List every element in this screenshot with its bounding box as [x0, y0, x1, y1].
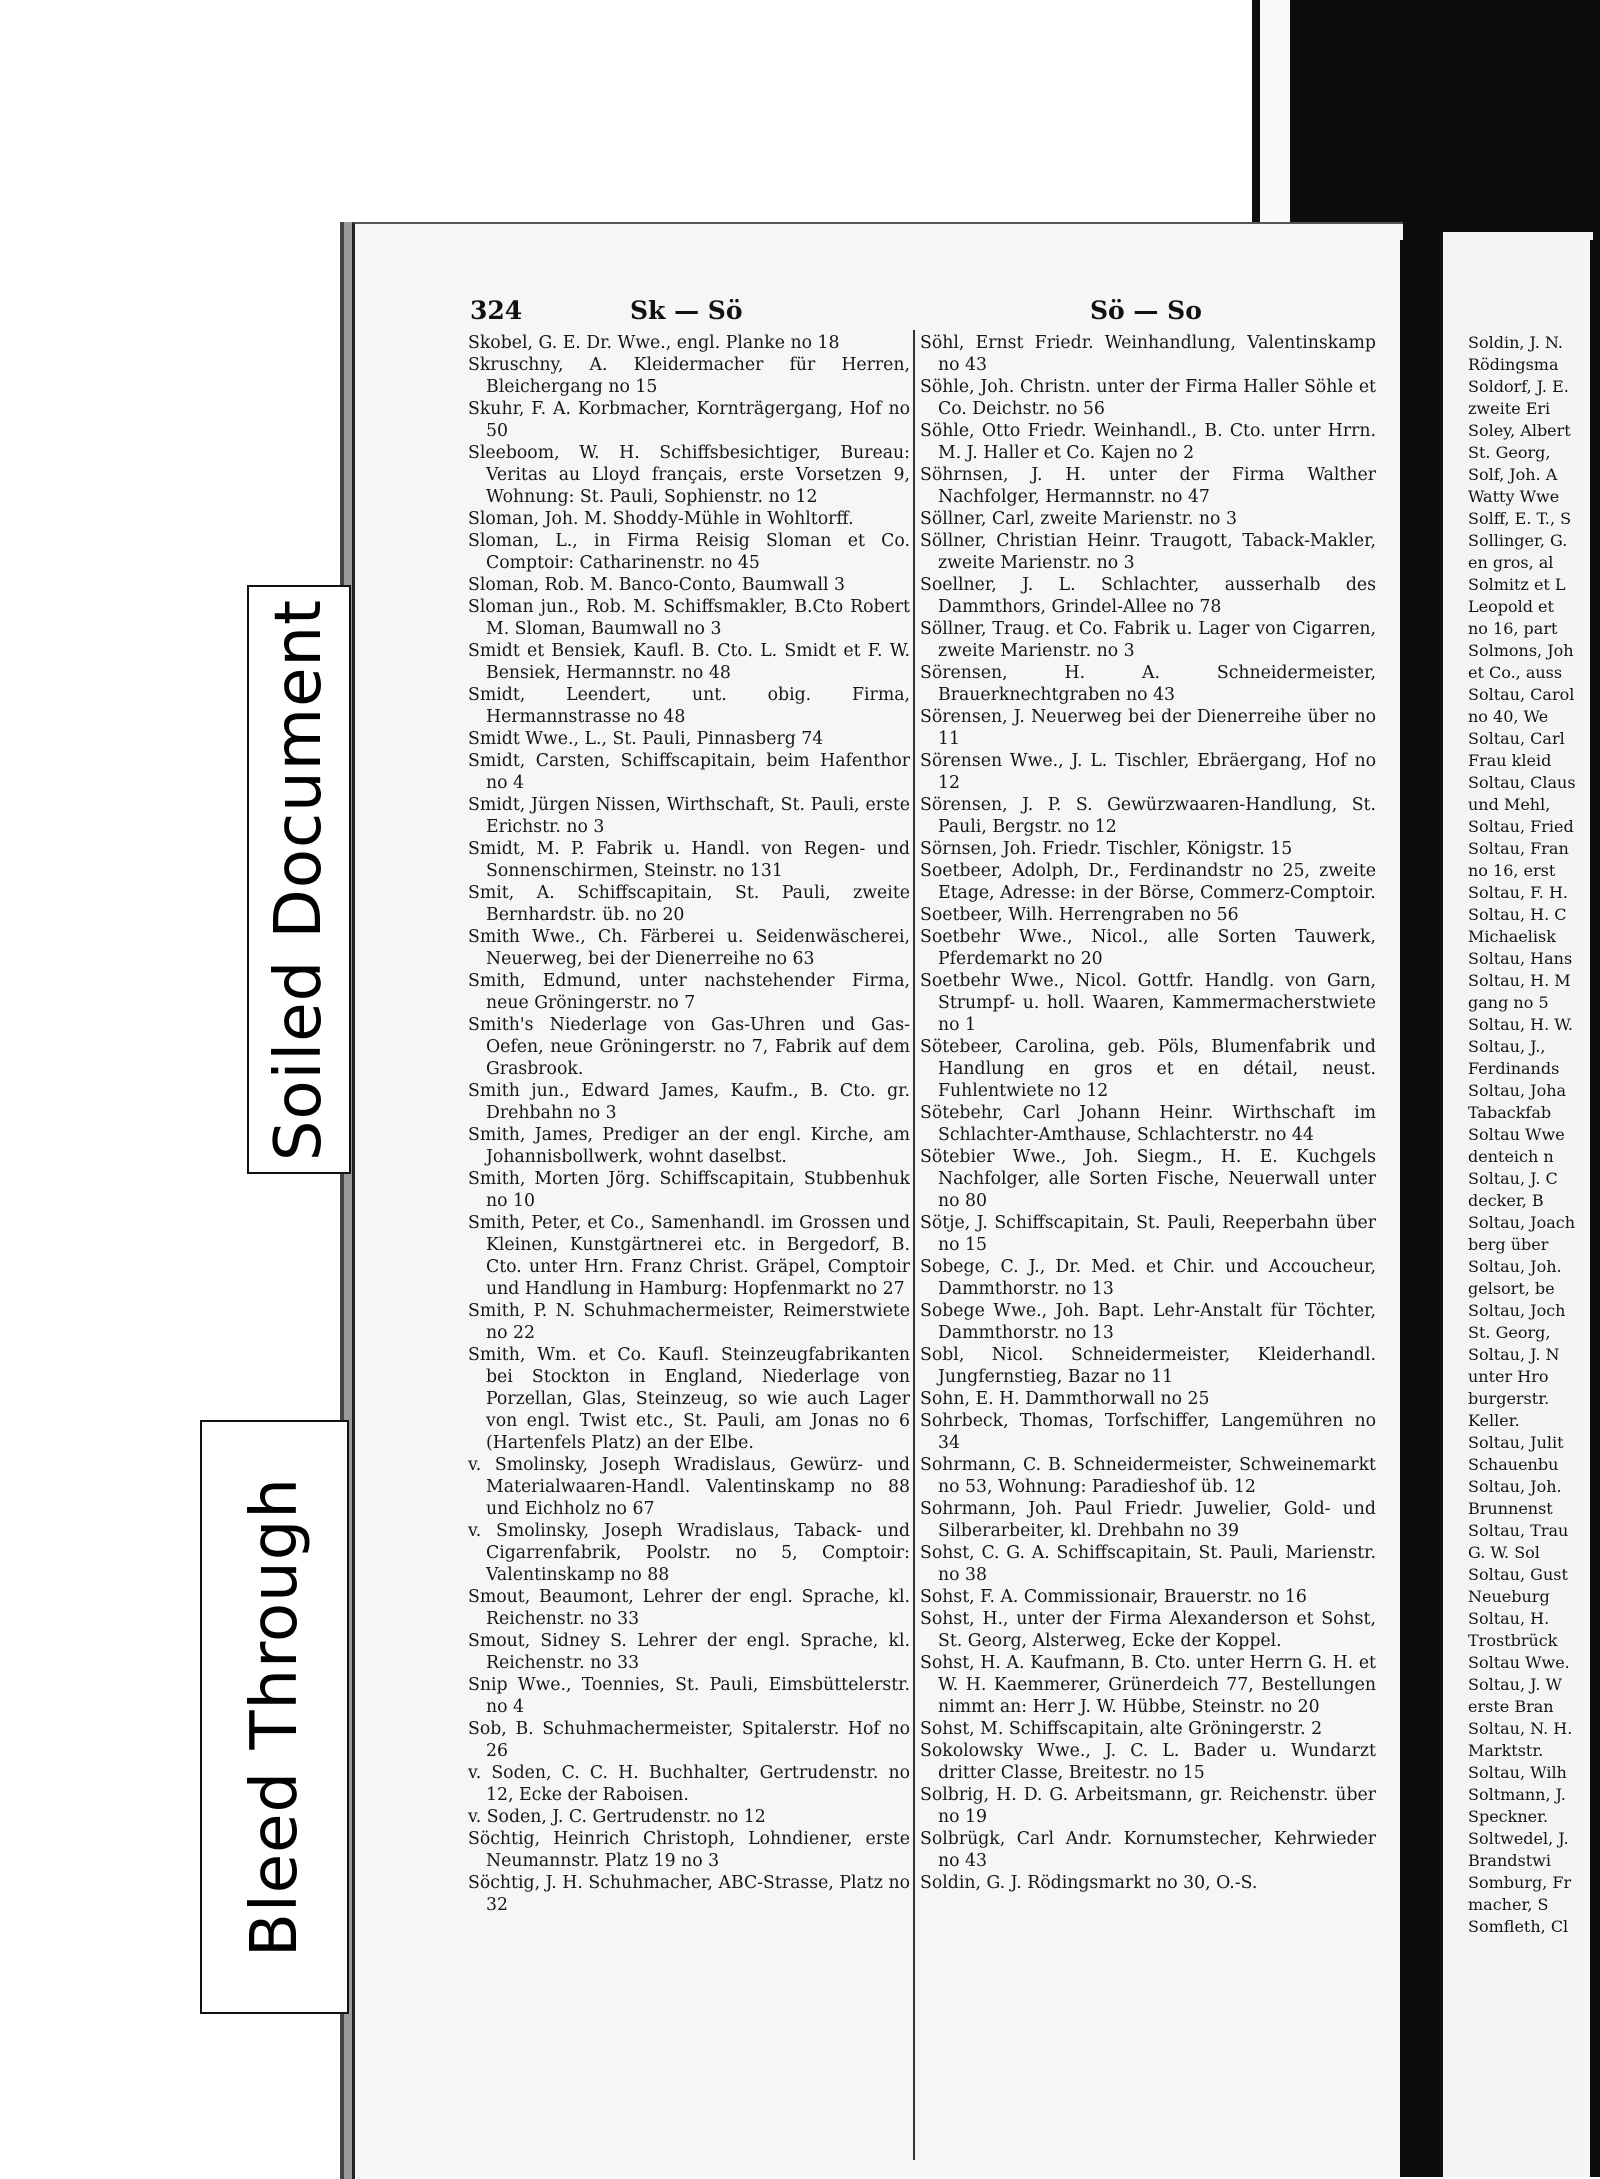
directory-entry: Sloman, Joh. M. Shoddy-Mühle in Wohltorff. [468, 509, 854, 529]
directory-entry: erste Bran [1468, 1697, 1554, 1716]
directory-entry: burgerstr. [1468, 1389, 1550, 1408]
directory-entry: Soltau, H. C [1468, 905, 1567, 924]
directory-entry: Soltau, Wilh [1468, 1763, 1567, 1782]
directory-entry: v. Smolinsky, Joseph Wradislaus, Taback- und Cigarrenfabrik, Poolstr. no 5, Comptoir: Valentinskamp no 88 [468, 1521, 910, 1585]
bleed-stamp-label: Bleed Through [237, 1477, 312, 1957]
directory-column-right [920, 332, 1376, 2162]
directory-entry: Sobege, C. J., Dr. Med. et Chir. und Accoucheur, Dammthorstr. no 13 [920, 1257, 1376, 1299]
directory-entry: Sohn, E. H. Dammthorwall no 25 [920, 1389, 1210, 1409]
directory-entry: St. Georg, [1468, 1323, 1551, 1342]
directory-entry: Smidt Wwe., L., St. Pauli, Pinnasberg 74 [468, 729, 824, 749]
directory-entry: Leopold et [1468, 597, 1554, 616]
directory-entry: Smith, Wm. et Co. Kaufl. Steinzeugfabrikanten bei Stockton in England, Niederlage von Porzellan, Glas, Steinzeug, so wie auch Lager von engl. Twist etc., St. Pauli, am Jonas no 6 (Hartenfels Platz) an der Elbe. [468, 1345, 910, 1453]
directory-entry: Soetbeer, Wilh. Herrengraben no 56 [920, 905, 1239, 925]
directory-entry: Sohst, H., unter der Firma Alexanderson et Sohst, St. Georg, Alsterweg, Ecke der Koppel. [920, 1609, 1376, 1651]
directory-entry: Smidt, M. P. Fabrik u. Handl. von Regen- und Sonnenschirmen, Steinstr. no 131 [468, 839, 910, 881]
directory-entry: Sötebier Wwe., Joh. Siegm., H. E. Kuchgels Nachfolger, alle Sorten Fische, Neuerwall unter no 80 [920, 1147, 1376, 1211]
directory-entry: Söhrnsen, J. H. unter der Firma Walther Nachfolger, Hermannstr. no 47 [920, 465, 1376, 507]
directory-entry: Söhl, Ernst Friedr. Weinhandlung, Valentinskamp no 43 [920, 333, 1376, 375]
directory-entry: Soltau, Carl [1468, 729, 1565, 748]
directory-entry: Smith, Edmund, unter nachstehender Firma, neue Gröningerstr. no 7 [468, 971, 910, 1013]
directory-entry: Somfleth, Cl [1468, 1917, 1569, 1936]
directory-entry: Soley, Albert [1468, 421, 1571, 440]
directory-entry: Soltau, Joha [1468, 1081, 1567, 1100]
directory-entry: Snip Wwe., Toennies, St. Pauli, Eimsbüttelerstr. no 4 [468, 1675, 910, 1717]
directory-entry: Sörnsen, Joh. Friedr. Tischler, Königstr. 15 [920, 839, 1293, 859]
directory-entry: Smit, A. Schiffscapitain, St. Pauli, zweite Bernhardstr. üb. no 20 [468, 883, 910, 925]
directory-entry: Smith, James, Prediger an der engl. Kirche, am Johannisbollwerk, wohnt daselbst. [468, 1125, 910, 1167]
directory-entry: Sohst, F. A. Commissionair, Brauerstr. no 16 [920, 1587, 1307, 1607]
directory-entry: Soltau, Fried [1468, 817, 1574, 836]
directory-entry: Soltau, N. H. [1468, 1719, 1573, 1738]
directory-entry: Soltau, Joh. [1468, 1477, 1562, 1496]
directory-entry: Sokolowsky Wwe., J. C. L. Bader u. Wundarzt dritter Classe, Breitestr. no 15 [920, 1741, 1376, 1783]
running-head-right: Sö — So [1090, 296, 1202, 325]
directory-entry: Soltau, Gust [1468, 1565, 1568, 1584]
directory-entry: Soltau, J., [1468, 1037, 1546, 1056]
directory-entry: Soltau Wwe. [1468, 1653, 1570, 1672]
directory-entry: Sohst, H. A. Kaufmann, B. Cto. unter Herrn G. H. et W. H. Kaemmerer, Grünerdeich 77, Bestellungen nimmt an: Herr J. W. Hübbe, Steinstr. no 20 [920, 1653, 1376, 1717]
directory-entry: Ferdinands [1468, 1059, 1560, 1078]
directory-entry: Söllner, Carl, zweite Marienstr. no 3 [920, 509, 1237, 529]
directory-entry: Sloman jun., Rob. M. Schiffsmakler, B.Cto Robert M. Sloman, Baumwall no 3 [468, 597, 910, 639]
scanner-border-top [1252, 0, 1600, 240]
directory-entry: Frau kleid [1468, 751, 1552, 770]
directory-entry: berg über [1468, 1235, 1549, 1254]
directory-entry: Soltau, Joach [1468, 1213, 1576, 1232]
book-gutter [1400, 240, 1440, 2177]
directory-entry: v. Soden, C. C. H. Buchhalter, Gertrudenstr. no 12, Ecke der Raboisen. [468, 1763, 910, 1805]
directory-entry: Solbrig, H. D. G. Arbeitsmann, gr. Reichenstr. über no 19 [920, 1785, 1376, 1827]
directory-entry: Skuhr, F. A. Korbmacher, Kornträgergang, Hof no 50 [468, 399, 910, 441]
directory-entry: Brandstwi [1468, 1851, 1551, 1870]
directory-entry: Watty Wwe [1468, 487, 1560, 506]
directory-entry: Sloman, L., in Firma Reisig Sloman et Co. Comptoir: Catharinenstr. no 45 [468, 531, 910, 573]
directory-entry: Smout, Beaumont, Lehrer der engl. Sprache, kl. Reichenstr. no 33 [468, 1587, 910, 1629]
directory-entry: Soltau, Julit [1468, 1433, 1564, 1452]
directory-entry: Soltau, H. [1468, 1609, 1550, 1628]
directory-entry: Brunnenst [1468, 1499, 1553, 1518]
directory-entry: Smith, P. N. Schuhmachermeister, Reimerstwiete no 22 [468, 1301, 910, 1343]
directory-entry: Keller. [1468, 1411, 1520, 1430]
directory-entry: Soltmann, J. [1468, 1785, 1566, 1804]
directory-entry: Speckner. [1468, 1807, 1549, 1826]
directory-entry: Marktstr. [1468, 1741, 1544, 1760]
directory-entry: Söchtig, Heinrich Christoph, Lohndiener, erste Neumannstr. Platz 19 no 3 [468, 1829, 910, 1871]
directory-entry: Sollinger, G. [1468, 531, 1568, 550]
directory-entry: Solbrügk, Carl Andr. Kornumstecher, Kehrwieder no 43 [920, 1829, 1376, 1871]
directory-entry: Solf, Joh. A [1468, 465, 1558, 484]
directory-entry: zweite Eri [1468, 399, 1551, 418]
directory-entry: v. Soden, J. C. Gertrudenstr. no 12 [468, 1807, 766, 1827]
directory-entry: Söllner, Traug. et Co. Fabrik u. Lager von Cigarren, zweite Marienstr. no 3 [920, 619, 1376, 661]
directory-entry: Soltau, H. M [1468, 971, 1571, 990]
directory-entry: Solff, E. T., S [1468, 509, 1572, 528]
directory-entry: Sörensen, J. Neuerweg bei der Dienerreihe über no 11 [920, 707, 1376, 749]
directory-entry: Sohst, M. Schiffscapitain, alte Gröningerstr. 2 [920, 1719, 1323, 1739]
directory-entry: decker, B [1468, 1191, 1544, 1210]
directory-entry: Skobel, G. E. Dr. Wwe., engl. Planke no 18 [468, 333, 840, 353]
directory-entry: Soetbehr Wwe., Nicol., alle Sorten Tauwerk, Pferdemarkt no 20 [920, 927, 1376, 969]
directory-entry: Solmitz et L [1468, 575, 1566, 594]
directory-entry: Soetbeer, Adolph, Dr., Ferdinandstr no 25, zweite Etage, Adresse: in der Börse, Commerz-Comptoir. [920, 861, 1376, 903]
column-divider [913, 330, 915, 2160]
directory-entry: Smith jun., Edward James, Kaufm., B. Cto. gr. Drehbahn no 3 [468, 1081, 910, 1123]
directory-entry: Soltau Wwe [1468, 1125, 1565, 1144]
directory-entry: Smith, Morten Jörg. Schiffscapitain, Stubbenhuk no 10 [468, 1169, 910, 1211]
directory-entry: gang no 5 [1468, 993, 1549, 1012]
directory-entry: Sörensen, H. A. Schneidermeister, Brauerknechtgraben no 43 [920, 663, 1376, 705]
soiled-document-stamp [247, 585, 351, 1174]
directory-entry: Tabackfab [1468, 1103, 1552, 1122]
directory-entry: Soltau, Joch [1468, 1301, 1566, 1320]
directory-entry: no 16, part [1468, 619, 1558, 638]
directory-entry: Sleeboom, W. H. Schiffsbesichtiger, Bureau: Veritas au Lloyd français, erste Vorsetzen 9, Wohnung: St. Pauli, Sophienstr. no 12 [468, 443, 910, 507]
directory-entry: Soltau, J. C [1468, 1169, 1558, 1188]
directory-entry: Michaelisk [1468, 927, 1556, 946]
directory-entry: Soldin, J. N. [1468, 333, 1563, 352]
directory-entry: no 16, erst [1468, 861, 1556, 880]
directory-entry: v. Smolinsky, Joseph Wradislaus, Gewürz- und Materialwaaren-Handl. Valentinskamp no 88 und Eichholz no 67 [468, 1455, 910, 1519]
directory-entry: no 40, We [1468, 707, 1549, 726]
directory-entry: Sohrmann, C. B. Schneidermeister, Schweinemarkt no 53, Wohnung: Paradieshof üb. 12 [920, 1455, 1376, 1497]
directory-entry: G. W. Sol [1468, 1543, 1540, 1562]
directory-entry: Neueburg [1468, 1587, 1550, 1606]
directory-entry: Soldorf, J. E. [1468, 377, 1569, 396]
directory-entry: Soetbehr Wwe., Nicol. Gottfr. Handlg. von Garn, Strumpf- u. holl. Waaren, Kammermacherstwiete no 1 [920, 971, 1376, 1035]
directory-entry: Söchtig, J. H. Schuhmacher, ABC-Strasse, Platz no 32 [468, 1873, 910, 1915]
directory-entry: Skruschny, A. Kleidermacher für Herren, Bleichergang no 15 [468, 355, 910, 397]
directory-entry: Sohst, C. G. A. Schiffscapitain, St. Pauli, Marienstr. no 38 [920, 1543, 1376, 1585]
directory-entry: Sörensen, J. P. S. Gewürzwaaren-Handlung, St. Pauli, Bergstr. no 12 [920, 795, 1376, 837]
directory-entry: Smith Wwe., Ch. Färberei u. Seidenwäscherei, Neuerweg, bei der Dienerreihe no 63 [468, 927, 910, 969]
directory-entry: Söhle, Otto Friedr. Weinhandl., B. Cto. unter Hrrn. M. J. Haller et Co. Kajen no 2 [920, 421, 1376, 463]
directory-entry: Soltau, Claus [1468, 773, 1576, 792]
directory-entry: Sötje, J. Schiffscapitain, St. Pauli, Reeperbahn über no 15 [920, 1213, 1376, 1255]
directory-entry: Rödingsma [1468, 355, 1559, 374]
directory-entry: Sötebeer, Carolina, geb. Pöls, Blumenfabrik und Handlung en gros et en détail, neust. Fuhlentwiete no 12 [920, 1037, 1376, 1101]
directory-entry: Soltau, H. W. [1468, 1015, 1574, 1034]
directory-entry: Soltau, Carol [1468, 685, 1575, 704]
directory-entry: Soltau, Fran [1468, 839, 1569, 858]
directory-entry: unter Hro [1468, 1367, 1549, 1386]
directory-entry: Soldin, G. J. Rödingsmarkt no 30, O.-S. [920, 1873, 1258, 1893]
directory-entry: Soltau, Joh. [1468, 1257, 1562, 1276]
directory-entry: et Co., auss [1468, 663, 1563, 682]
directory-entry: Soltau, Hans [1468, 949, 1573, 968]
directory-entry: Smith, Peter, et Co., Samenhandl. im Grossen und Kleinen, Kunstgärtnerei etc. in Bergedorf, B. Cto. unter Hrn. Franz Christ. Gräpel, Comptoir und Handlung in Hamburg: Hopfenmarkt no 27 [468, 1213, 910, 1299]
directory-entry: Sloman, Rob. M. Banco-Conto, Baumwall 3 [468, 575, 846, 595]
directory-entry: Sörensen Wwe., J. L. Tischler, Ebräergang, Hof no 12 [920, 751, 1376, 793]
directory-entry: Sohrmann, Joh. Paul Friedr. Juwelier, Gold- und Silberarbeiter, kl. Drehbahn no 39 [920, 1499, 1376, 1541]
running-head-left: Sk — Sö [630, 296, 743, 325]
directory-column-left [468, 332, 910, 2162]
directory-entry: Schauenbu [1468, 1455, 1559, 1474]
directory-column-next-page [1468, 332, 1588, 2162]
directory-entry: Smidt, Carsten, Schiffscapitain, beim Hafenthor no 4 [468, 751, 910, 793]
page-number: 324 [470, 296, 523, 325]
directory-entry: Smidt, Leendert, unt. obig. Firma, Hermannstrasse no 48 [468, 685, 910, 727]
directory-entry: Somburg, Fr [1468, 1873, 1572, 1892]
directory-entry: und Mehl, [1468, 795, 1551, 814]
directory-entry: Smidt, Jürgen Nissen, Wirthschaft, St. Pauli, erste Erichstr. no 3 [468, 795, 910, 837]
directory-entry: Sob, B. Schuhmachermeister, Spitalerstr. Hof no 26 [468, 1719, 910, 1761]
soiled-stamp-label: Soiled Document [262, 598, 336, 1161]
directory-entry: Trostbrück [1468, 1631, 1558, 1650]
directory-entry: St. Georg, [1468, 443, 1551, 462]
directory-entry: Sobege Wwe., Joh. Bapt. Lehr-Anstalt für Töchter, Dammthorstr. no 13 [920, 1301, 1376, 1343]
scanner-border-right [1590, 240, 1600, 2177]
directory-entry: Smith's Niederlage von Gas-Uhren und Gas-Oefen, neue Gröningerstr. no 7, Fabrik auf dem Grasbrook. [468, 1015, 910, 1079]
bleed-through-stamp [200, 1420, 349, 2014]
directory-entry: denteich n [1468, 1147, 1554, 1166]
directory-entry: Sohrbeck, Thomas, Torfschiffer, Langemühren no 34 [920, 1411, 1376, 1453]
directory-entry: Soltau, J. W [1468, 1675, 1562, 1694]
directory-entry: macher, S [1468, 1895, 1549, 1914]
directory-entry: Soltwedel, J. [1468, 1829, 1569, 1848]
directory-entry: Söhle, Joh. Christn. unter der Firma Haller Söhle et Co. Deichstr. no 56 [920, 377, 1376, 419]
scanner-highlight [1260, 0, 1290, 240]
directory-entry: Soltau, F. H. [1468, 883, 1568, 902]
directory-entry: Smidt et Bensiek, Kaufl. B. Cto. L. Smidt et F. W. Bensiek, Hermannstr. no 48 [468, 641, 910, 683]
directory-entry: Söllner, Christian Heinr. Traugott, Taback-Makler, zweite Marienstr. no 3 [920, 531, 1376, 573]
directory-entry: Smout, Sidney S. Lehrer der engl. Sprache, kl. Reichenstr. no 33 [468, 1631, 910, 1673]
directory-entry: Sobl, Nicol. Schneidermeister, Kleiderhandl. Jungfernstieg, Bazar no 11 [920, 1345, 1376, 1387]
directory-entry: Sötebehr, Carl Johann Heinr. Wirthschaft im Schlachter-Amthause, Schlachterstr. no 44 [920, 1103, 1376, 1145]
directory-entry: gelsort, be [1468, 1279, 1555, 1298]
directory-entry: Solmons, Joh [1468, 641, 1574, 660]
directory-entry: Soellner, J. L. Schlachter, ausserhalb des Dammthors, Grindel-Allee no 78 [920, 575, 1376, 617]
directory-entry: en gros, al [1468, 553, 1554, 572]
directory-entry: Soltau, Trau [1468, 1521, 1569, 1540]
directory-entry: Soltau, J. N [1468, 1345, 1560, 1364]
